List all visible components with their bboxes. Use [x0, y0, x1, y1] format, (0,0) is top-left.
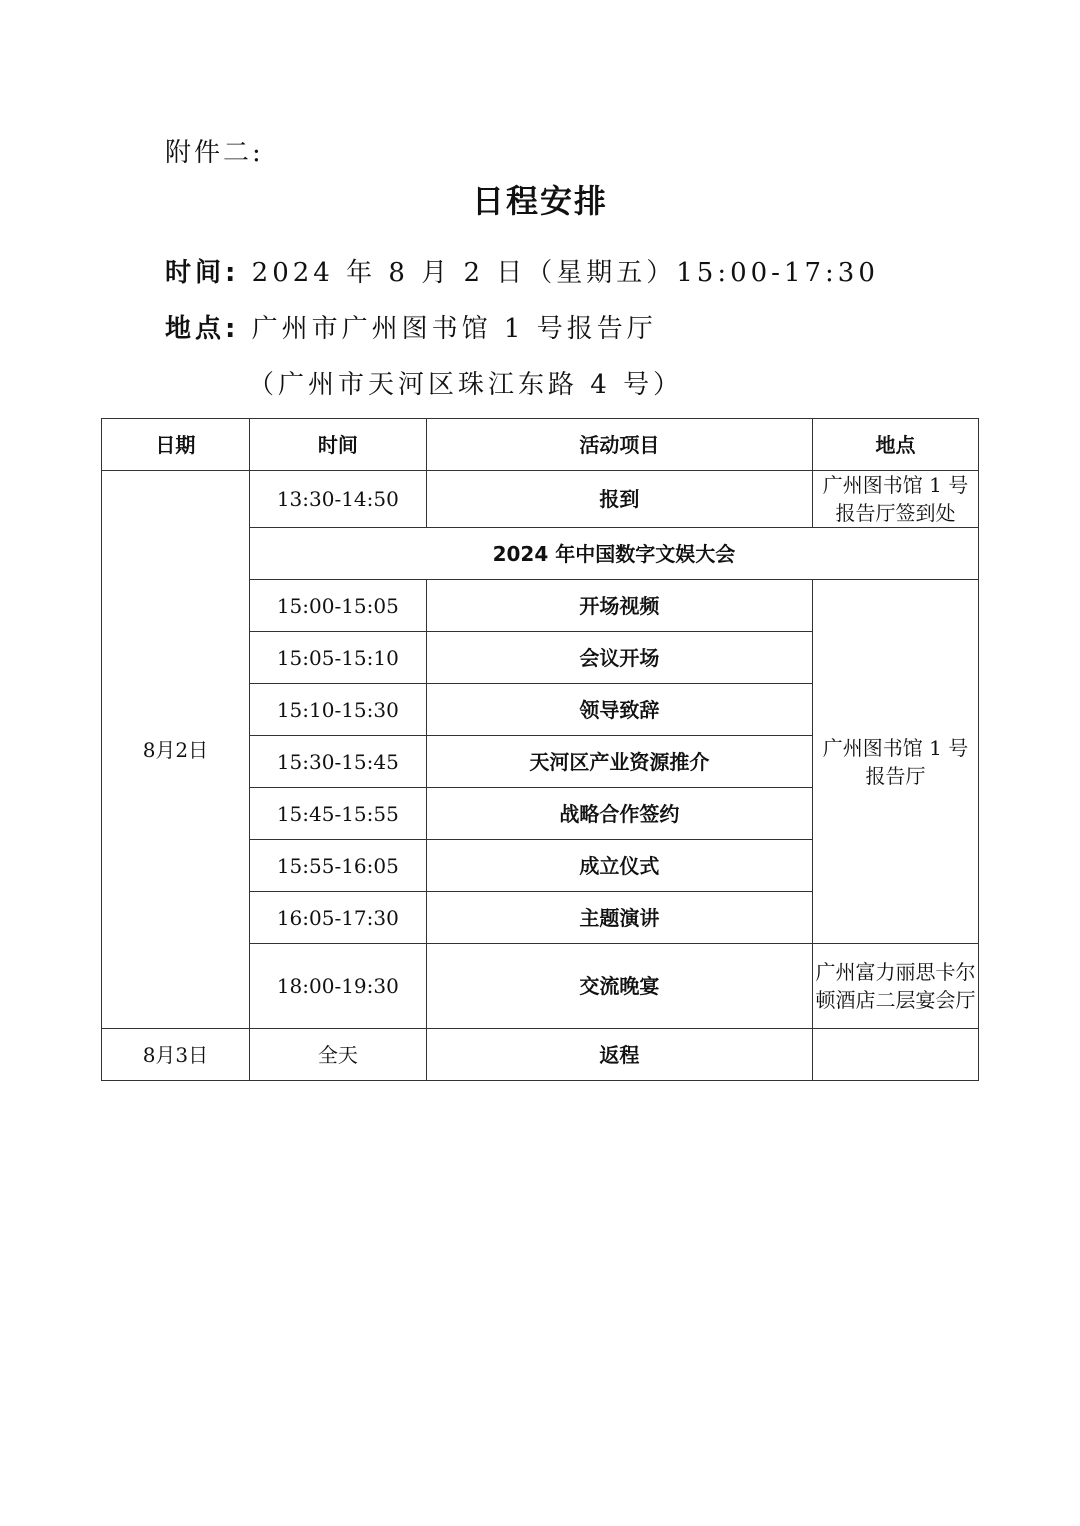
place-cell [813, 471, 979, 528]
place-label: 地点: [165, 314, 240, 344]
activity-cell: 天河区产业资源推介 [426, 736, 812, 788]
time-cell: 全天 [249, 1029, 426, 1081]
info-place-line [165, 308, 657, 345]
time-label: 时间: [165, 258, 240, 288]
activity-cell: 返程 [426, 1029, 812, 1081]
time-cell: 15:00-15:05 [249, 580, 426, 632]
activity-cell: 开场视频 [426, 580, 812, 632]
header-date: 日期 [102, 419, 250, 471]
registration-place: 广州图书馆 1 号报告厅签到处 [822, 473, 969, 525]
activity-cell: 报到 [426, 471, 812, 528]
place-cell [813, 944, 979, 1029]
time-cell: 15:10-15:30 [249, 684, 426, 736]
day2-date-cell: 8月3日 [102, 1029, 250, 1081]
table-row [102, 1029, 979, 1081]
activity-cell: 交流晚宴 [426, 944, 812, 1029]
time-cell: 15:30-15:45 [249, 736, 426, 788]
time-cell: 13:30-14:50 [249, 471, 426, 528]
time-cell: 18:00-19:30 [249, 944, 426, 1029]
header-activity: 活动项目 [426, 419, 812, 471]
info-time-line [165, 252, 879, 289]
activity-cell: 主题演讲 [426, 892, 812, 944]
banquet-place: 广州富力丽思卡尔顿酒店二层宴会厅 [815, 960, 976, 1012]
place-cell [813, 1029, 979, 1081]
activity-cell: 成立仪式 [426, 840, 812, 892]
page-title: 日程安排 [471, 182, 608, 220]
time-cell: 15:45-15:55 [249, 788, 426, 840]
time-cell: 15:05-15:10 [249, 632, 426, 684]
time-value: 2024 年 8 月 2 日（星期五）15:00-17:30 [251, 258, 879, 288]
attachment-label: 附件二: [165, 138, 264, 168]
place-value: 广州市广州图书馆 1 号报告厅 [251, 314, 657, 344]
activity-cell: 领导致辞 [426, 684, 812, 736]
time-cell: 15:55-16:05 [249, 840, 426, 892]
table-header-row [102, 419, 979, 471]
conference-title-cell: 2024 年中国数字文娱大会 [249, 528, 978, 580]
header-time: 时间 [249, 419, 426, 471]
address-line: （广州市天河区珠江东路 4 号） [248, 370, 684, 400]
header-place: 地点 [813, 419, 979, 471]
sessions-place-cell [813, 580, 979, 944]
day1-date-cell: 8月2日 [102, 471, 250, 1029]
schedule-table [101, 418, 979, 1081]
activity-cell: 战略合作签约 [426, 788, 812, 840]
table-row [102, 471, 979, 528]
sessions-place: 广州图书馆 1 号报告厅 [822, 735, 969, 788]
activity-cell: 会议开场 [426, 632, 812, 684]
time-cell: 16:05-17:30 [249, 892, 426, 944]
